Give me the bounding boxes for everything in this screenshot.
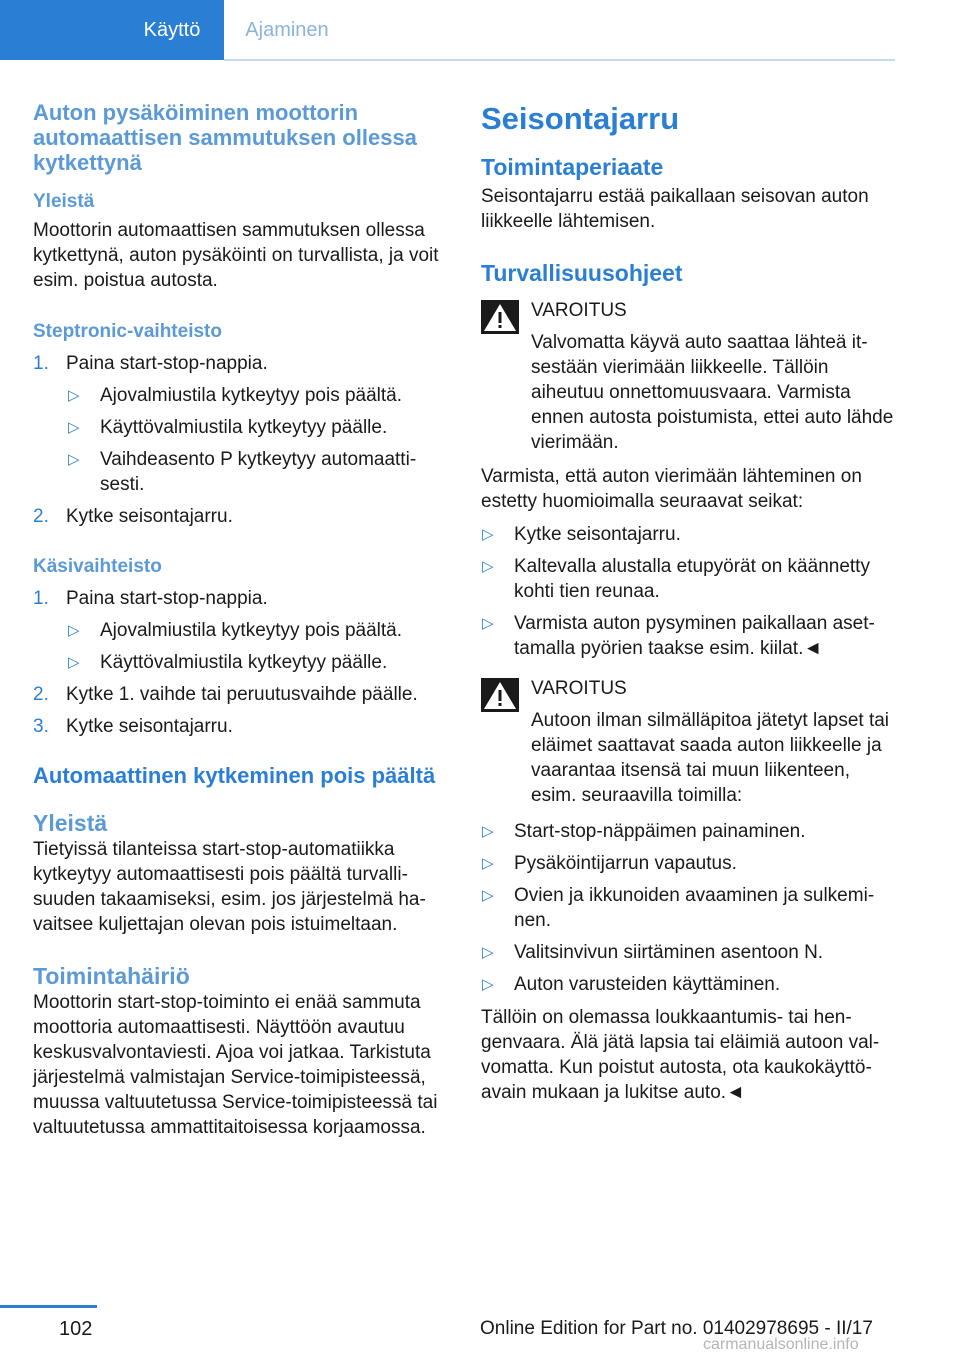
bullet-text: Ajovalmiustila kytkeytyy pois päältä. (100, 385, 403, 406)
bullet-item (481, 611, 896, 661)
heading-steptronic: Steptronic-vaihteisto (33, 321, 222, 342)
warning-text-2: Autoon ilman silmälläpitoa jätetyt lapset tai eläimet saattavat saada auton liikkeelle ja vaarantaa itsensä tai muun liikenteen, esim. seuraavilla toimilla: (531, 710, 890, 806)
bullet-text: Käyttövalmiustila kytkeytyy päälle. (100, 417, 388, 438)
triangle-right-icon: ▷ (482, 558, 494, 575)
tab-bar-rule (224, 59, 895, 61)
list-number: 2. (33, 506, 49, 527)
list-text: Kytke 1. vaihde tai peruutusvaihde päälle. (66, 684, 418, 705)
text-closing: Tällöin on olemassa loukkaantumis- tai hengenvaara. Älä jätä lapsia tai eläimiä autoon valvomatta. Kun poistut autosta, ota kaukokäyttöavain mukaan ja lukitse auto.◄ (481, 1007, 880, 1103)
heading-yleista-2: Yleistä (33, 810, 108, 836)
list-item (33, 682, 453, 707)
right-column (481, 100, 896, 1105)
edition-note: Online Edition for Part no. 01402978695 - II/17 (480, 1318, 873, 1339)
page-title-seisontajarru: Seisontajarru (481, 101, 680, 136)
tab-kaytto[interactable]: Käyttö (143, 19, 201, 41)
list-item (33, 504, 453, 529)
triangle-right-icon: ▷ (482, 615, 494, 632)
bullet-text: Käyttövalmiustila kytkeytyy päälle. (100, 652, 388, 673)
triangle-right-icon: ▷ (482, 944, 494, 961)
triangle-right-icon: ▷ (68, 654, 80, 671)
bullet-text: Ovien ja ikkunoiden avaaminen ja sulkeminen. (514, 885, 875, 931)
bullet-item (33, 447, 453, 497)
bullet-item (33, 383, 453, 408)
bullet-text: Kaltevalla alustalla etupyörät on käännetty kohti tien reunaa. (514, 556, 870, 602)
section-title-parking: Auton pysäköiminen moottorin automaattisen sammutuksen ollessa kytkettynä (33, 100, 417, 175)
heading-safety: Turvallisuusohjeet (481, 260, 683, 286)
bullet-text: Auton varusteiden käyttäminen. (514, 974, 781, 995)
list-item (33, 351, 453, 376)
heading-fault: Toimintahäiriö (33, 963, 190, 989)
warning-block-2 (481, 676, 896, 808)
warning-label-1: VAROITUS (531, 300, 627, 321)
warning-text-2-wrap (531, 708, 896, 808)
bullet-item (481, 940, 896, 965)
tab-ajaminen[interactable]: Ajaminen (245, 19, 329, 41)
list-text: Paina start-stop-nappia. (66, 353, 268, 374)
bullet-text: Kytke seisontajarru. (514, 524, 681, 545)
triangle-right-icon: ▷ (482, 976, 494, 993)
text-ensure: Varmista, että auton vierimään lähteminen on estetty huomioimalla seuraavat seikat: (481, 466, 862, 512)
list-item (33, 714, 453, 739)
triangle-right-icon: ▷ (482, 823, 494, 840)
left-column (33, 100, 453, 1140)
warning-triangle-icon (481, 300, 519, 334)
bullet-item (481, 554, 896, 604)
bullet-text: Varmista auton pysyminen paikallaan asettamalla pyörien taakse esim. kiilat.◄ (514, 613, 875, 659)
triangle-right-icon: ▷ (482, 887, 494, 904)
bullet-item (481, 851, 896, 876)
footer-accent-line (0, 1305, 97, 1308)
text-principle: Seisontajarru estää paikallaan seisovan auton liikkeelle lähtemisen. (481, 186, 869, 232)
warning-block-1 (481, 298, 896, 455)
bullet-item (481, 883, 896, 933)
bullet-item (33, 415, 453, 440)
page-number: 102 (59, 1318, 93, 1340)
triangle-right-icon: ▷ (68, 419, 80, 436)
bullet-item (481, 819, 896, 844)
list-number: 2. (33, 684, 49, 705)
bullet-item (481, 972, 896, 997)
bullet-text: Valitsinvivun siirtäminen asentoon N. (514, 942, 824, 963)
text-yleista-1: Moottorin automaattisen sammutuksen ollessa kytkettynä, auton pysäköinti on turvallista, ja voit esim. poistua autosta. (33, 220, 439, 291)
bullet-item (33, 650, 453, 675)
list-number: 3. (33, 716, 49, 737)
triangle-right-icon: ▷ (68, 387, 80, 404)
text-yleista-2: Tietyissä tilanteissa start-stop-automatiikka kytkeytyy automaattisesti pois päältä turvallisuuden takaamiseksi, esim. jos järjestelmä havaitsee kuljettajan olevan pois istuimeltaan. (33, 839, 426, 935)
watermark: carmanualsonline.info (703, 1336, 859, 1353)
triangle-right-icon: ▷ (482, 855, 494, 872)
triangle-right-icon: ▷ (482, 526, 494, 543)
warning-text-1-first (531, 330, 896, 455)
bullet-text: Pysäköintijarrun vapautus. (514, 853, 737, 874)
bullet-item (481, 522, 896, 547)
list-text: Kytke seisontajarru. (66, 506, 233, 527)
list-text: Paina start-stop-nappia. (66, 588, 268, 609)
bullet-text: Vaihdeasento P kytkeytyy automaattisesti. (100, 449, 417, 495)
heading-kasivaihteisto: Käsivaihteisto (33, 556, 162, 577)
list-number: 1. (33, 588, 49, 609)
list-text: Kytke seisontajarru. (66, 716, 233, 737)
bullet-text: Ajovalmiustila kytkeytyy pois päältä. (100, 620, 403, 641)
text-fault: Moottorin start-stop-toiminto ei enää sammuta moottoria automaattisesti. Näyttöön avautuu keskusvalvontaviesti. Ajoa voi jatkaa. Tarkistuta järjestelmä valmistajan Service-toimipisteessä, muussa valtuutetussa Service-toimipisteessä tai valtuutetussa ammattitaitoisessa korjaamossa. (33, 992, 438, 1138)
triangle-right-icon: ▷ (68, 451, 80, 468)
heading-yleista-1: Yleistä (33, 191, 95, 212)
top-tab-bar (0, 0, 895, 62)
warning-text-1: Valvomatta käyvä auto saattaa lähteä itsestään vierimään liikkeelle. Tällöin aiheutuu onnettomuusvaara. Varmista ennen autosta poistumista, ettei auto lähde vierimään. (531, 332, 894, 453)
triangle-right-icon: ▷ (68, 622, 80, 639)
list-number: 1. (33, 353, 49, 374)
list-item (33, 586, 453, 611)
bullet-item (33, 618, 453, 643)
heading-principle: Toimintaperiaate (481, 154, 664, 180)
warning-triangle-icon (481, 678, 519, 712)
heading-automatic-off: Automaattinen kytkeminen pois päältä (33, 763, 436, 788)
bullet-text: Start-stop-näppäimen painaminen. (514, 821, 806, 842)
warning-label-2: VAROITUS (531, 678, 627, 699)
